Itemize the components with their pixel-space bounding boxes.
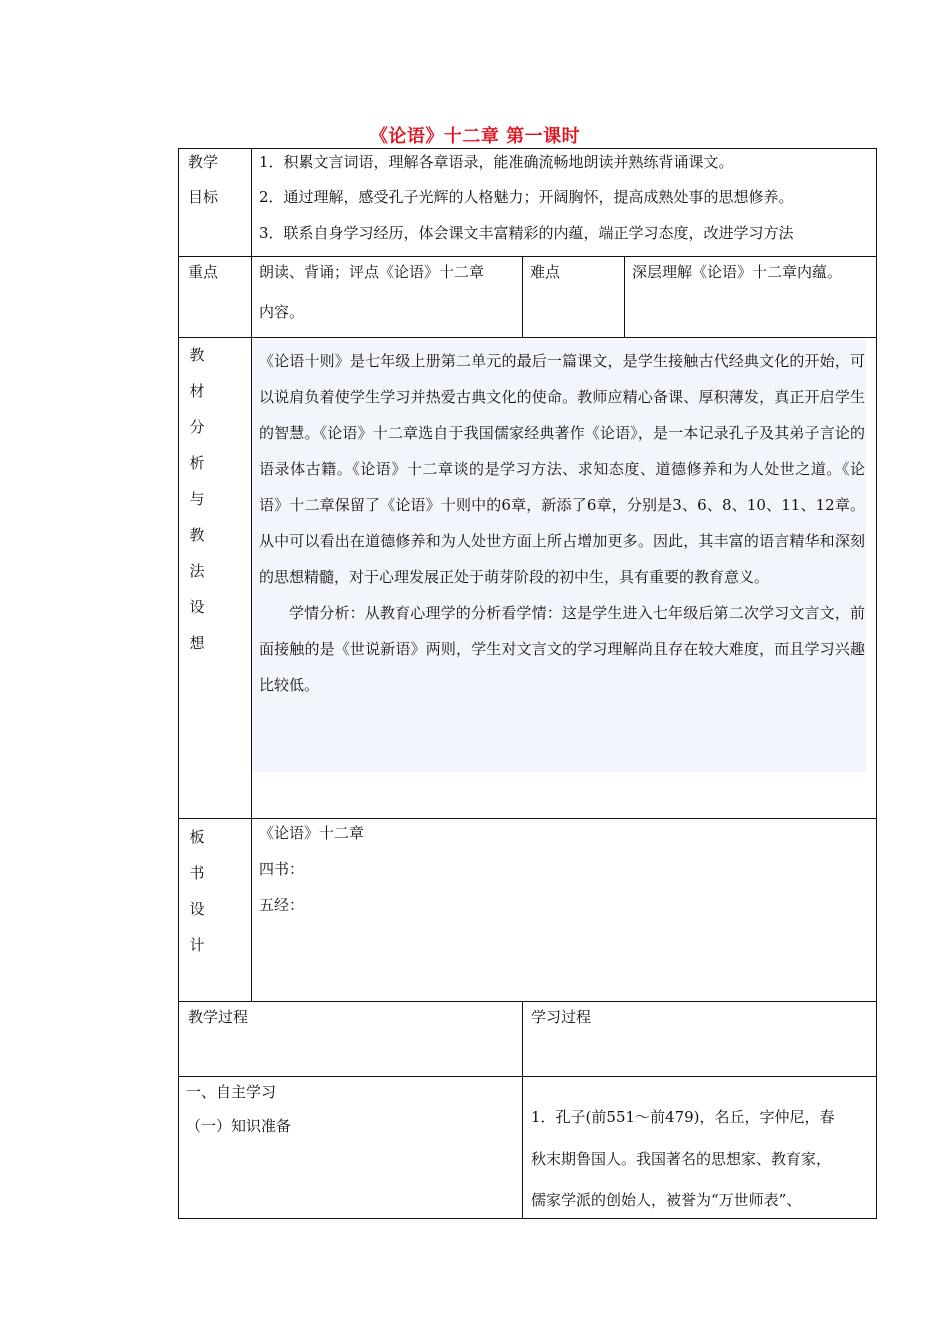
board-label-char: 书 — [189, 864, 205, 882]
teaching-process-header: 教学过程 — [188, 1008, 249, 1026]
analysis-paragraph: 《论语十则》是七年级上册第二单元的最后一篇课文，是学生接触古代经典文化的开始，可以说肩负着使学生学习并热爱古典文化的使命。教师应精心备课、厚积薄发，真正开启学生的智慧。《论语》十二章选自于我国儒家经典著作《论语》，是一本记录孔子及其弟子言论的语录体古籍。《论语》十二章谈的是学习方法、求知态度、道德修养和为人处世之道。《论语》十二章保留了《论语》十则中的6章，新添了6章，分别是3、6、8、10、11、12章。从中可以看出在道德修养和为人处世方面上所占增加更多。因此，其丰富的语言精华和深刻的思想精髓，对于心理发展正处于萌芽阶段的初中生，具有重要的教育意义。 — [259, 352, 865, 586]
goals-label: 目标 — [188, 188, 219, 206]
self-study-heading: 一、自主学习 — [186, 1083, 277, 1101]
difficulty-label: 难点 — [530, 263, 561, 281]
difficulty-content: 深层理解《论语》十二章内蕴。 — [632, 263, 843, 281]
board-line: 五经： — [259, 896, 305, 914]
page-title: 《论语》十二章 第一课时 — [369, 126, 581, 147]
analysis-label-char: 设 — [189, 598, 205, 616]
analysis-label-char: 析 — [189, 454, 205, 472]
analysis-label-char: 分 — [189, 418, 205, 436]
knowledge-note-line: 秋末期鲁国人。我国著名的思想家、教育家， — [531, 1150, 832, 1168]
analysis-label-char: 材 — [189, 382, 205, 400]
analysis-label-char: 想 — [189, 634, 205, 652]
analysis-label-char: 与 — [189, 490, 205, 508]
analysis-label-char: 教 — [189, 526, 205, 544]
board-label-char: 设 — [189, 900, 205, 918]
knowledge-note-line: 儒家学派的创始人，被誉为“万世师表”、 — [531, 1191, 802, 1209]
board-label-char: 板 — [189, 828, 205, 846]
analysis-label-char: 法 — [189, 562, 205, 580]
key-points-content: 内容。 — [259, 303, 305, 321]
goal-item: 1．积累文言词语，理解各章语录，能准确流畅地朗读并熟练背诵课文。 — [259, 153, 734, 171]
goal-item: 3．联系自身学习经历，体会课文丰富精彩的内蕴，端正学习态度，改进学习方法 — [259, 224, 794, 242]
analysis-paragraph: 学情分析：从教育心理学的分析看学情：这是学生进入七年级后第二次学习文言文，前面接触的是《世说新语》两则，学生对文言文的学习理解尚且存在较大难度，而且学习兴趣比较低。 — [259, 604, 865, 694]
board-line: 《论语》十二章 — [259, 824, 365, 842]
key-points-content: 朗读、背诵；评点《论语》十二章 — [259, 263, 485, 281]
knowledge-note-line: 1．孔子(前551～前479)，名丘，字仲尼，春 — [531, 1108, 835, 1126]
board-label-char: 计 — [189, 936, 205, 954]
learning-process-header: 学习过程 — [531, 1008, 592, 1026]
goal-item: 2．通过理解，感受孔子光辉的人格魅力；开阔胸怀，提高成熟处事的思想修养。 — [259, 188, 794, 206]
analysis-label-char: 教 — [189, 346, 205, 364]
self-study-sub: （一）知识准备 — [186, 1117, 292, 1135]
goals-label: 教学 — [188, 153, 219, 171]
key-points-label: 重点 — [188, 263, 219, 281]
analysis-text — [259, 343, 865, 703]
board-line: 四书： — [259, 860, 305, 878]
